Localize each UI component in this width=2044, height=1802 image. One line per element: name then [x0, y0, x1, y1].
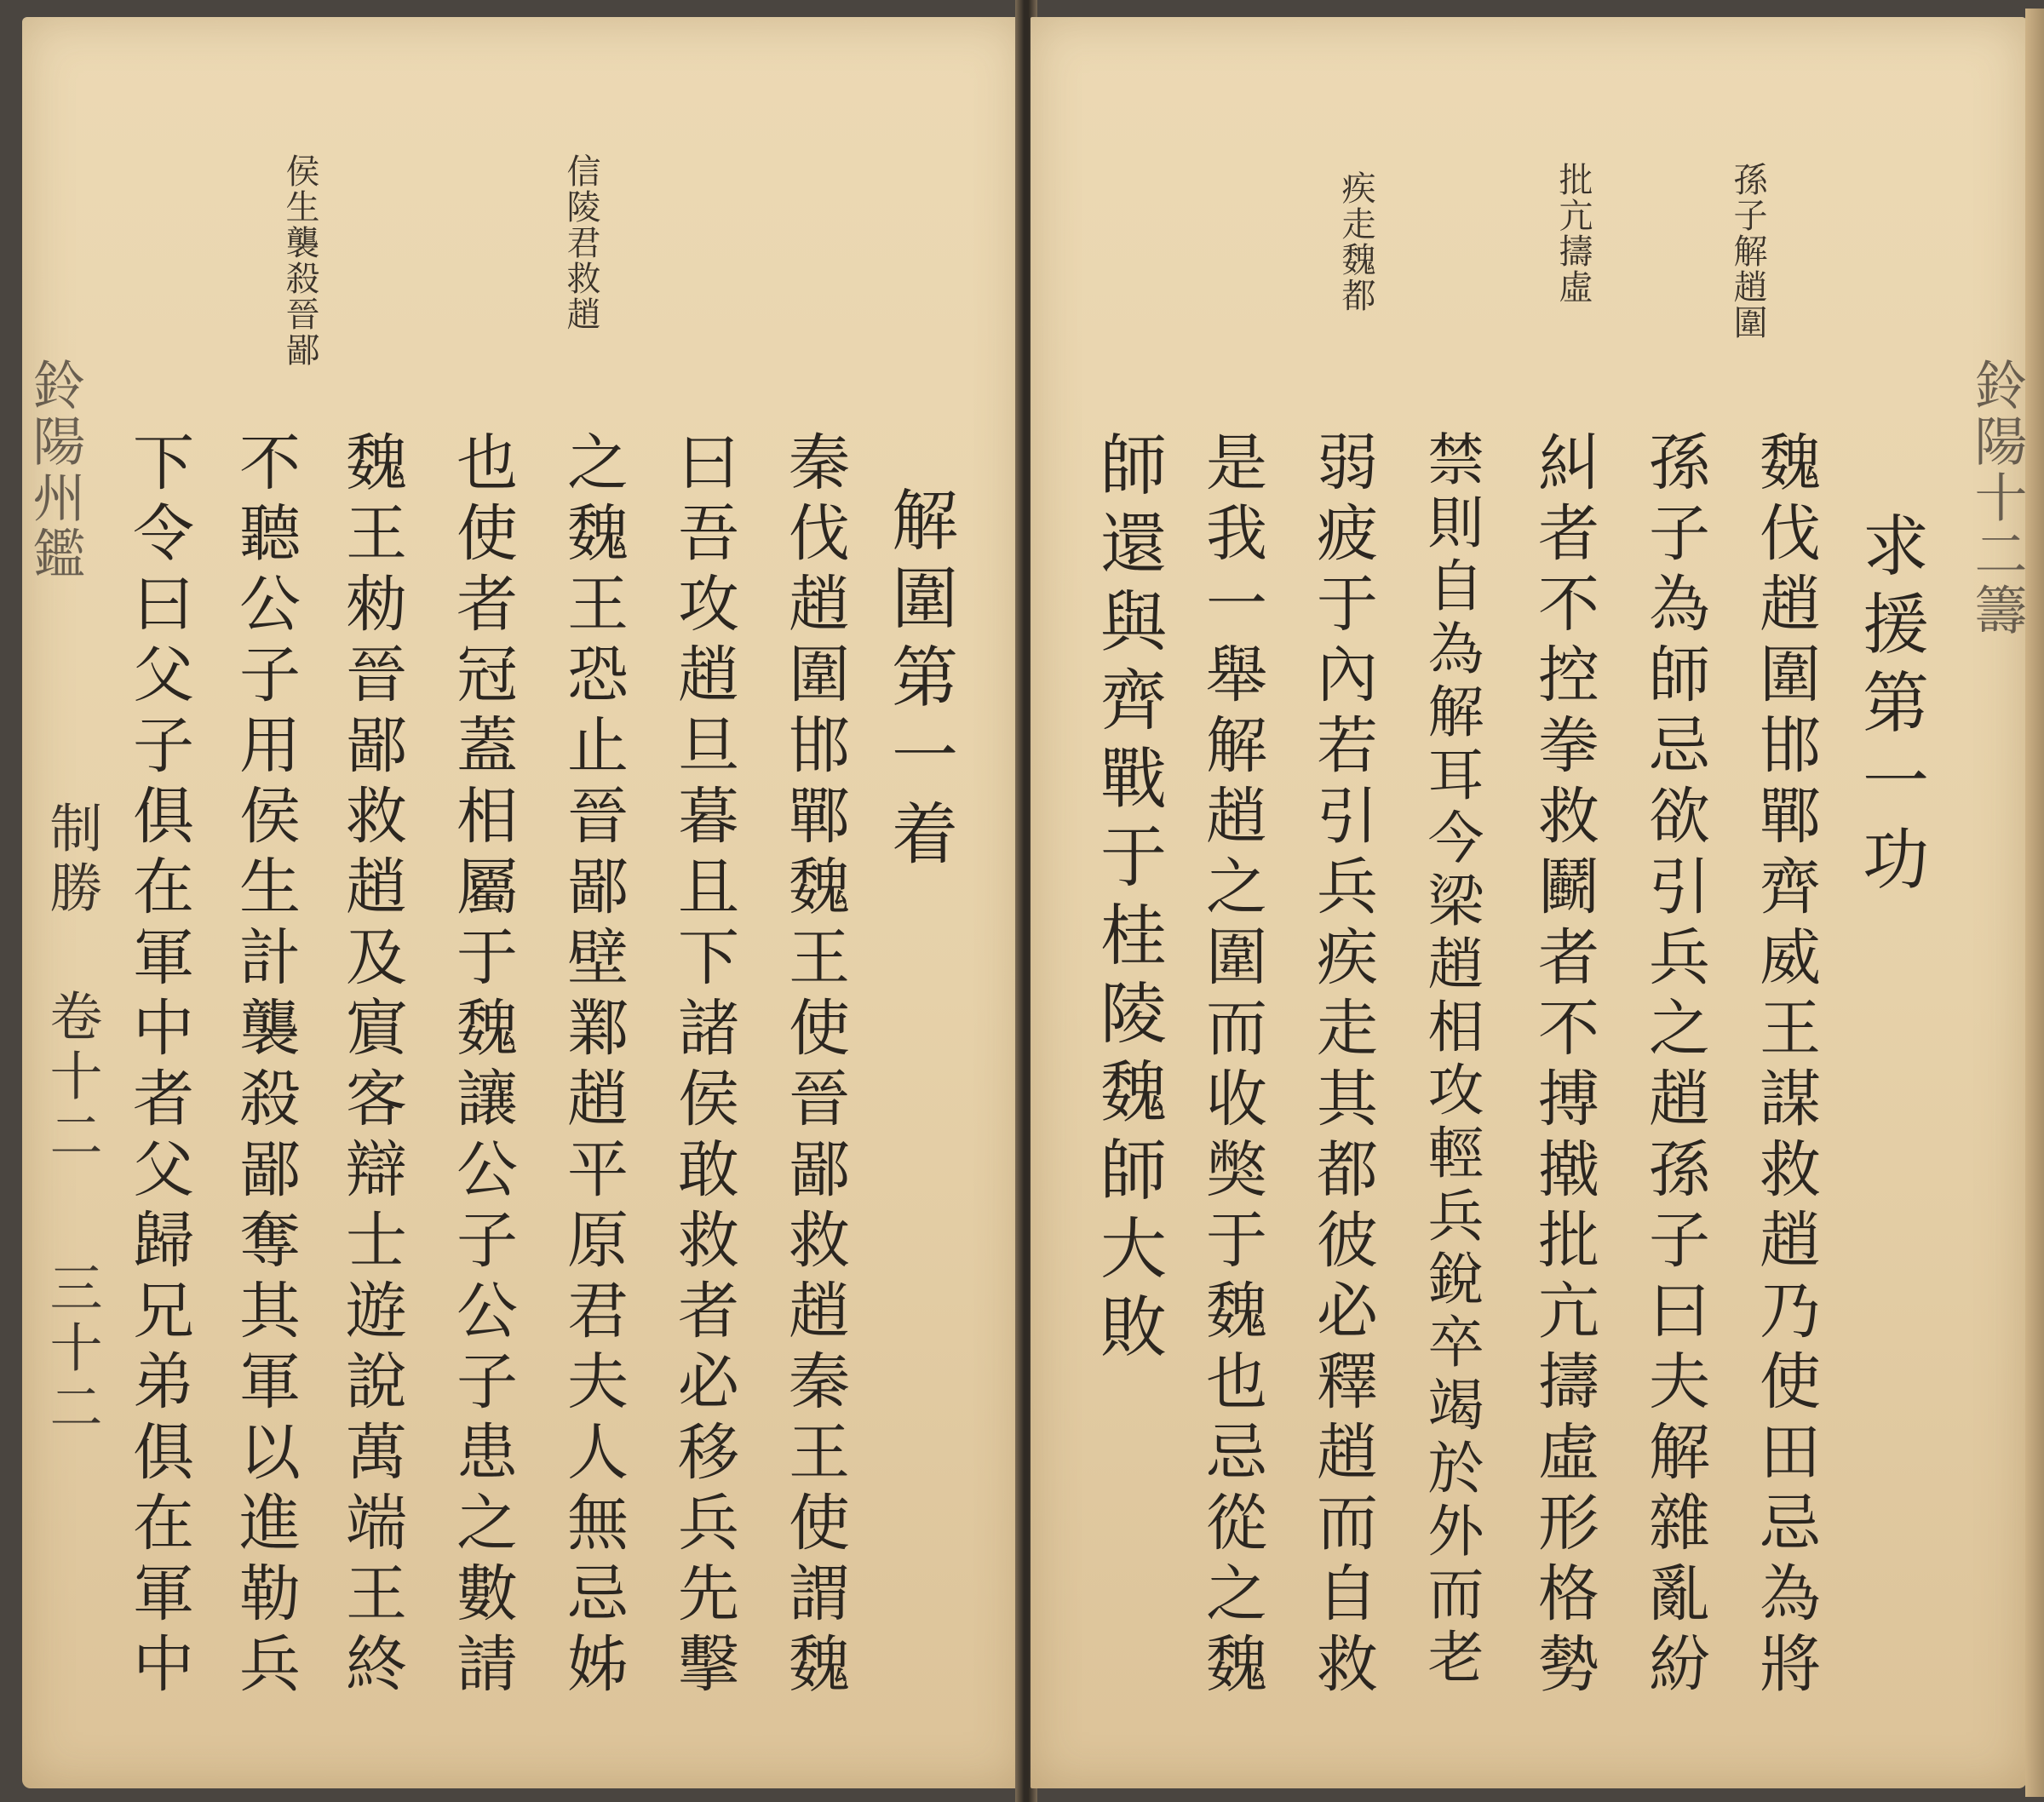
right-text-column-6: 是我一舉解趙之圍而收獘于魏也忌從之魏 [1196, 430, 1267, 1702]
right-text-column-4: 禁則自為解耳今梁趙相攻輕兵銳卒竭於外而老 [1418, 430, 1484, 1690]
right-section-title: 求援第一功 [1852, 511, 1928, 903]
left-headnote-1: 信陵君救趙 [561, 153, 600, 332]
right-margin-title: 鈴陽十二籌 [1966, 358, 2028, 639]
left-text-column-3: 之魏王恐止晉鄙壁鄴趙平原君夫人無忌姊 [557, 430, 629, 1702]
right-text-column-5: 弱疲于內若引兵疾走其都彼必釋趙而自救 [1306, 430, 1378, 1702]
left-headnote-2: 侯生襲殺晉鄙 [280, 153, 319, 368]
right-text-column-7: 師還與齊戰于桂陵魏師大敗 [1089, 430, 1166, 1370]
right-headnote-2: 批亢擣虛 [1553, 162, 1593, 305]
left-section-title: 解圍第一着 [881, 485, 957, 877]
right-headnote-3: 疾走魏都 [1336, 170, 1375, 313]
left-text-column-6: 不聽公子用侯生計襲殺鄙奪其軍以進勒兵 [229, 430, 301, 1702]
left-text-column-4: 也使者冠蓋相屬于魏讓公子公子患之數請 [446, 430, 518, 1702]
right-text-column-1: 魏伐趙圍邯鄲齊威王謀救趙乃使田忌為將 [1749, 430, 1821, 1702]
left-text-column-5: 魏王勑晉鄙救趙及賔客辯士遊說萬端王終 [336, 430, 407, 1702]
right-headnote-1: 孫子解趙圍 [1728, 162, 1767, 341]
page-edge [2025, 9, 2044, 1797]
left-margin-chapter: 制勝 卷十二 [41, 801, 103, 1168]
right-text-column-2: 孫子為師忌欲引兵之趙孫子曰夫解雜亂紛 [1639, 430, 1710, 1702]
left-margin-page-number: 三十二 [41, 1260, 103, 1439]
left-margin-title: 鈴陽州鑑 [24, 358, 86, 582]
left-text-column-7: 下令曰父子俱在軍中者父歸兄弟俱在軍中 [123, 430, 194, 1702]
left-text-column-2: 曰吾攻趙旦暮且下諸侯敢救者必移兵先擊 [668, 430, 739, 1702]
right-text-column-3: 糾者不控拳救鬬者不搏撠批亢擣虛形格勢 [1528, 430, 1599, 1702]
left-text-column-1: 秦伐趙圍邯鄲魏王使晉鄙救趙秦王使謂魏 [778, 430, 850, 1702]
